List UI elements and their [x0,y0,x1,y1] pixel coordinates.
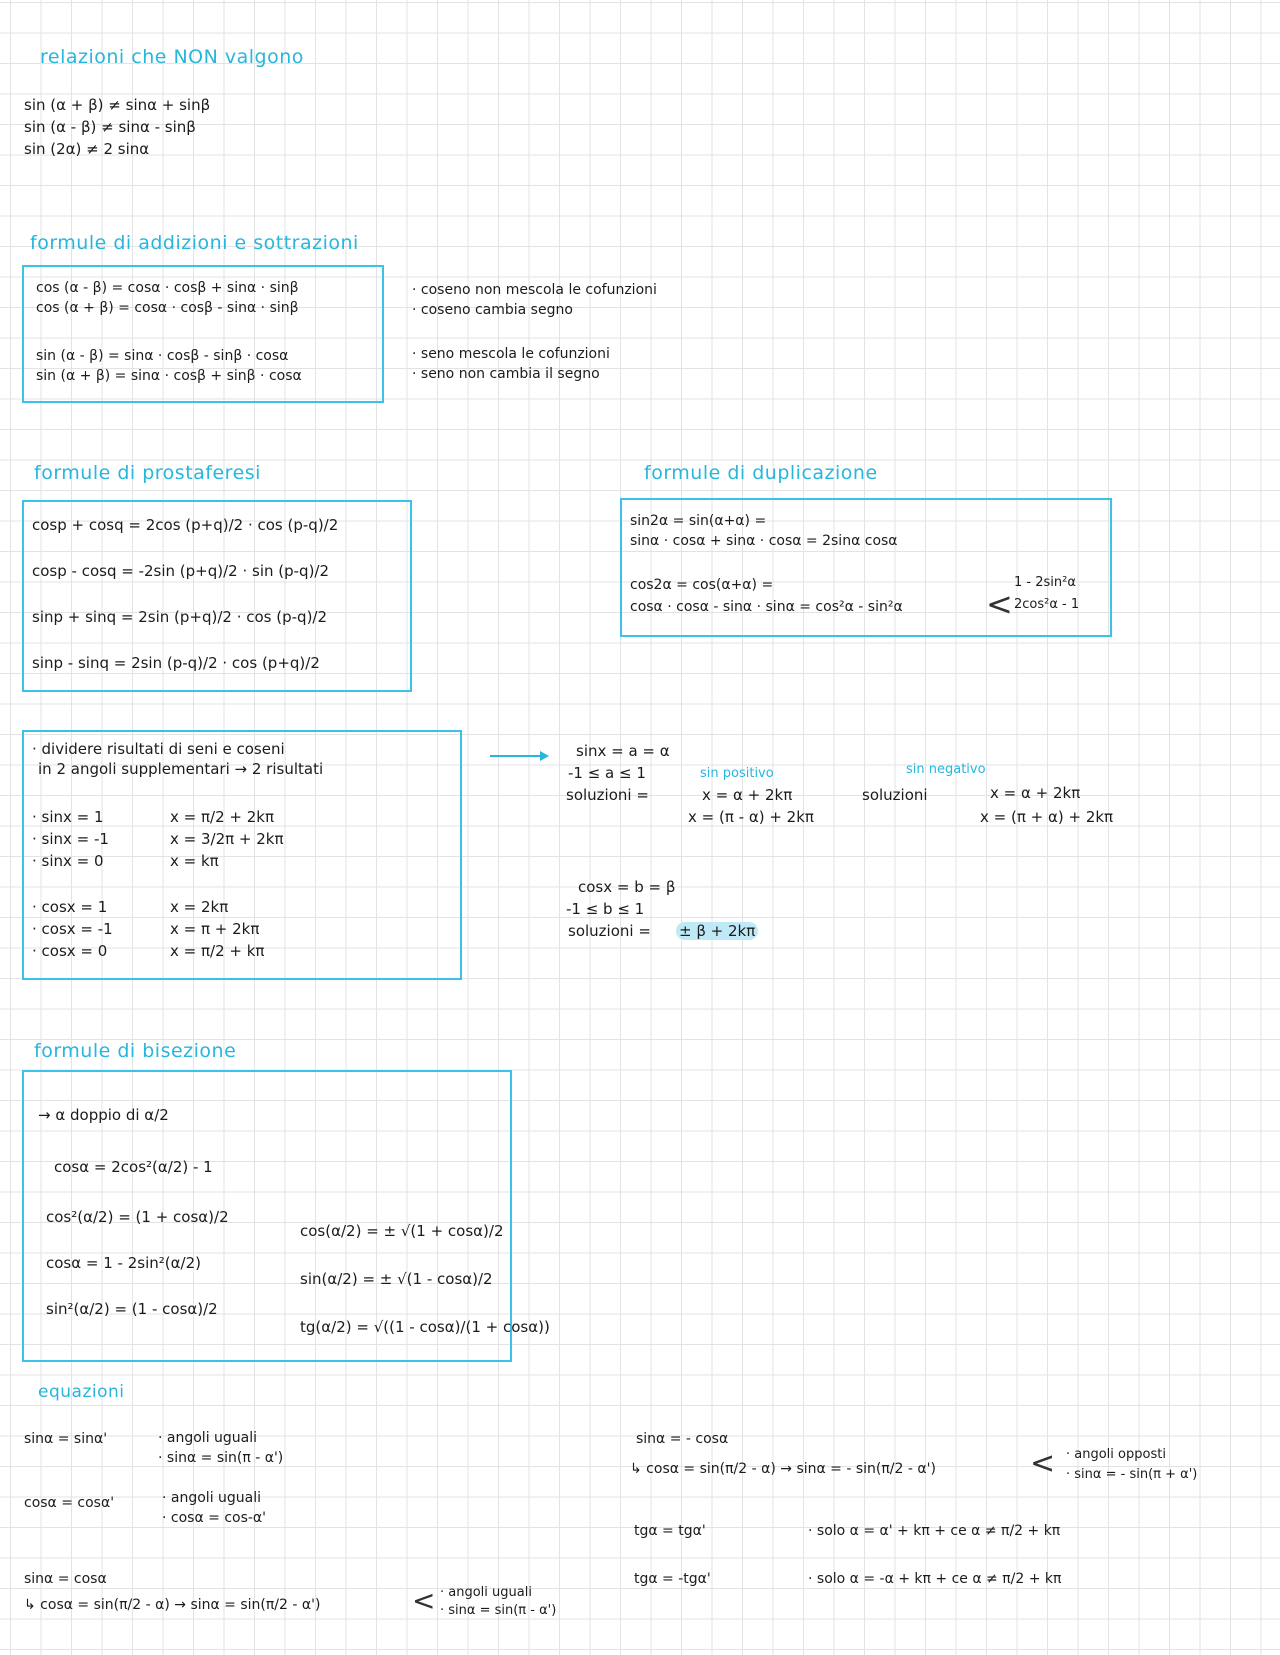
sol-cos-line-3: soluzioni = [568,922,651,940]
box-bisezione [22,1070,550,1362]
eq-cos-eq: cosα = cosα' [24,1495,115,1511]
sin-neg-sol-2: x = (π + α) + 2kπ [980,808,1114,826]
sin-case-2-right: x = 3/2π + 2kπ [170,830,284,848]
box-duplicazione [620,498,1112,637]
eq-sincos: sinα = cosα [24,1571,107,1587]
eq-branch-symbol-2: < [1030,1446,1056,1481]
heading-relazioni: relazioni che NON valgono [40,46,304,68]
note-cos-1: · coseno non mescola le cofunzioni [412,282,657,298]
cos-case-1-right: x = 2kπ [170,898,229,916]
note-cos-2: · coseno cambia segno [412,302,573,318]
sin-pos-sol-2: x = (π - α) + 2kπ [688,808,814,826]
relazione-line-1: sin (α + β) ≠ sinα + sinβ [24,96,211,114]
branch-symbol: < [986,585,1013,623]
eq-cos-note-1: · angoli uguali [162,1490,262,1506]
sin-case-3-left: · sinx = 0 [32,852,104,870]
eq-sin-eq: sinα = sinα' [24,1431,108,1447]
cos-case-3-right: x = π/2 + kπ [170,942,265,960]
add-sin-1: sin (α - β) = sinα · cosβ - sinβ · cosα [36,348,289,364]
dup-line-4: cosα · cosα - sinα · sinα = cos²α - sin²α [630,599,903,615]
eq-sincos-branch-1: · angoli uguali [440,1585,532,1600]
prost-line-3: sinp + sinq = 2sin (p+q)/2 · cos (p-q)/2 [32,608,328,626]
eq-minus-eq: sinα = - cosα [636,1431,729,1447]
bis-line-3: cos²(α/2) = (1 + cosα)/2 [46,1208,229,1226]
sin-case-1-right: x = π/2 + 2kπ [170,808,274,826]
eq-sin-note-2: · sinα = sin(π - α') [158,1450,284,1466]
eq-tg1-right: · solo α = α' + kπ + ce α ≠ π/2 + kπ [808,1523,1061,1539]
bis-right-1: cos(α/2) = ± √(1 + cosα)/2 [300,1222,504,1240]
bis-line-1: → α doppio di α/2 [38,1106,169,1124]
sin-neg-sol-1: x = α + 2kπ [990,784,1081,802]
bis-line-5: sin²(α/2) = (1 - cosα)/2 [46,1300,218,1318]
prost-line-1: cosp + cosq = 2cos (p+q)/2 · cos (p-q)/2 [32,516,339,534]
prost-line-4: sinp - sinq = 2sin (p-q)/2 · cos (p+q)/2 [32,654,320,672]
heading-duplicazione: formule di duplicazione [644,462,878,484]
sin-neg-prefix: soluzioni [862,786,928,804]
eq-tg2-left: tgα = -tgα' [634,1571,711,1587]
sol-cos-line-1: cosx = b = β [578,878,676,896]
note-sin-1: · seno mescola le cofunzioni [412,346,610,362]
cos-case-3-left: · cosx = 0 [32,942,108,960]
eq-tg1-left: tgα = tgα' [634,1523,706,1539]
eq-sincos-line: ↳ cosα = sin(π/2 - α) → sinα = sin(π/2 - α') [24,1597,321,1613]
eq-minus-branch-2: · sinα = - sin(π + α') [1066,1467,1198,1482]
box-prostaferesi [22,500,412,692]
dup-line-3: cos2α = cos(α+α) = [630,577,774,593]
heading-equazioni: equazioni [38,1382,125,1402]
sol-cos-result [676,922,758,940]
dup-branch-1: 1 - 2sin²α [1014,575,1076,590]
sin-negativo-label: sin negativo [906,762,986,777]
bis-right-2: sin(α/2) = ± √(1 - cosα)/2 [300,1270,493,1288]
sin-case-1-left: · sinx = 1 [32,808,104,826]
add-sin-2: sin (α + β) = sinα · cosβ + sinβ · cosα [36,368,302,384]
cos-case-2-left: · cosx = -1 [32,920,113,938]
eq-minus-line: ↳ cosα = sin(π/2 - α) → sinα = - sin(π/2 - α') [630,1461,936,1477]
angoli-intro-2: in 2 angoli supplementari → 2 risultati [38,760,324,778]
heading-addizione: formule di addizioni e sottrazioni [30,232,359,254]
sin-pos-sol-1: x = α + 2kπ [702,786,793,804]
sol-cos-value: ± β + 2kπ [676,922,758,940]
box-angoli [22,730,462,980]
eq-sincos-branch-2: · sinα = sin(π - α') [440,1603,557,1618]
add-cos-1: cos (α - β) = cosα · cosβ + sinα · sinβ [36,280,299,296]
sin-case-2-left: · sinx = -1 [32,830,109,848]
arrow-head-icon [540,751,549,761]
prost-line-2: cosp - cosq = -2sin (p+q)/2 · sin (p-q)/2 [32,562,330,580]
angoli-intro-1: · dividere risultati di seni e coseni [32,740,285,758]
dup-line-1: sin2α = sin(α+α) = [630,513,767,529]
heading-bisezione: formule di bisezione [34,1040,237,1062]
dup-branch-2: 2cos²α - 1 [1014,597,1080,612]
bis-right-3: tg(α/2) = √((1 - cosα)/(1 + cosα)) [300,1318,550,1336]
bis-line-2: cosα = 2cos²(α/2) - 1 [54,1158,213,1176]
sin-positivo-label: sin positivo [700,766,774,781]
eq-tg2-right: · solo α = -α + kπ + ce α ≠ π/2 + kπ [808,1571,1062,1587]
eq-cos-note-2: · cosα = cos-α' [162,1510,267,1526]
sol-sin-line-1: sinx = a = α [576,742,670,760]
sin-case-3-right: x = kπ [170,852,219,870]
eq-sin-note-1: · angoli uguali [158,1430,258,1446]
relazione-line-2: sin (α - β) ≠ sinα - sinβ [24,118,196,136]
note-sin-2: · seno non cambia il segno [412,366,600,382]
eq-minus-branch-1: · angoli opposti [1066,1447,1166,1462]
sol-sin-line-2: -1 ≤ a ≤ 1 [568,764,646,782]
box-addizione [22,265,384,403]
sol-sin-line-3: soluzioni = [566,786,649,804]
sol-cos-line-2: -1 ≤ b ≤ 1 [566,900,645,918]
add-cos-2: cos (α + β) = cosα · cosβ - sinα · sinβ [36,300,299,316]
eq-branch-symbol-1: < [412,1584,436,1617]
bis-line-4: cosα = 1 - 2sin²(α/2) [46,1254,201,1272]
arrow-right-icon [490,755,542,757]
cos-case-1-left: · cosx = 1 [32,898,108,916]
dup-line-2: sinα · cosα + sinα · cosα = 2sinα cosα [630,533,898,549]
cos-case-2-right: x = π + 2kπ [170,920,260,938]
relazione-line-3: sin (2α) ≠ 2 sinα [24,140,150,158]
heading-prostaferesi: formule di prostaferesi [34,462,261,484]
